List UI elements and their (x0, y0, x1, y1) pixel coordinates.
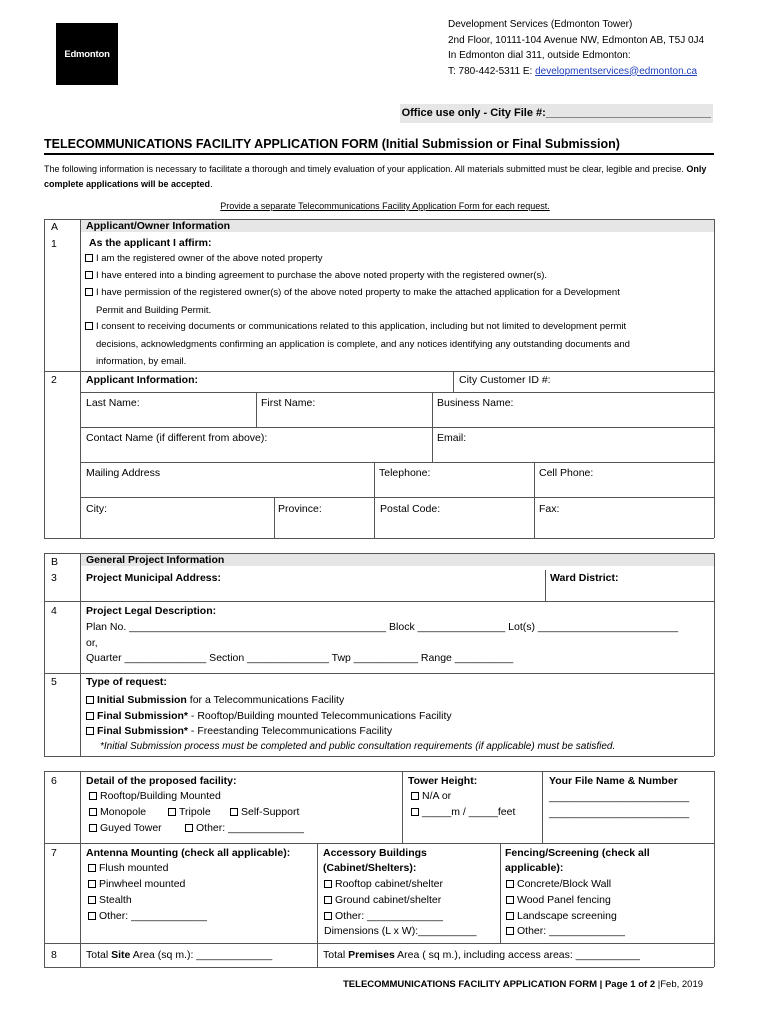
contact-line: In Edmonton dial 311, outside Edmonton: (448, 50, 631, 61)
checkbox-icon[interactable] (88, 896, 96, 904)
checkbox-icon[interactable] (506, 912, 514, 920)
phone-text: T: 780-442-5311 E: (448, 65, 536, 77)
row-number: 4 (51, 605, 57, 617)
table-rule (542, 771, 543, 843)
checkbox-icon[interactable] (324, 912, 332, 920)
row-number: 6 (51, 775, 57, 787)
city-field[interactable]: City: (86, 503, 107, 515)
option-text: Flush mounted (99, 862, 169, 874)
title-divider (44, 153, 714, 155)
postal-code-field[interactable]: Postal Code: (380, 503, 441, 515)
applicant-info-label: Applicant Information: (86, 374, 198, 386)
option-text: Other: _____________ (196, 822, 305, 834)
table-rule (80, 497, 714, 498)
table-rule (44, 538, 714, 539)
legal-description-label: Project Legal Description: (86, 605, 217, 617)
footer-date: |Feb, 2019 (655, 979, 704, 990)
checkbox-icon[interactable] (86, 712, 94, 720)
antenna-mounting-label: Antenna Mounting (check all applicable): (86, 847, 291, 859)
option-text: Ground cabinet/shelter (335, 894, 442, 906)
checkbox-icon[interactable] (86, 696, 94, 704)
or-text: or, (86, 637, 98, 649)
table-rule (80, 427, 714, 428)
table-rule (80, 771, 81, 967)
affirm-option[interactable] (85, 321, 626, 332)
row-number: 8 (51, 949, 57, 961)
field-text: Area ( sq m.), including access areas: ___________ (394, 949, 640, 961)
request-option[interactable] (86, 710, 452, 722)
form-title: TELECOMMUNICATIONS FACILITY APPLICATION FORM (Initial Submission or Final Submission) (44, 137, 620, 151)
checkbox-icon[interactable] (88, 864, 96, 872)
facility-option[interactable] (89, 822, 162, 834)
option-text: Rooftop/Building Mounted (100, 790, 221, 802)
quarter-section-line[interactable]: Quarter ______________ Section ______________ Twp ___________ Range __________ (86, 652, 514, 664)
type-of-request-label: Type of request: (86, 676, 167, 688)
facility-detail-label: Detail of the proposed facility: (86, 775, 237, 787)
section-b-title: General Project Information (81, 554, 714, 566)
checkbox-icon[interactable] (89, 808, 97, 816)
table-rule (714, 771, 715, 967)
option-text: Wood Panel fencing (517, 894, 611, 906)
file-name-label: Your File Name & Number (549, 775, 678, 787)
row-number: 3 (51, 572, 57, 584)
row-number: 2 (51, 374, 57, 386)
contact-block (448, 17, 704, 79)
checkbox-icon[interactable] (88, 880, 96, 888)
table-rule (80, 462, 714, 463)
table-rule (432, 392, 433, 462)
accessory-option[interactable] (324, 910, 443, 922)
checkbox-icon[interactable] (506, 880, 514, 888)
checkbox-icon[interactable] (85, 288, 93, 296)
option-text: N/A or (422, 790, 452, 802)
municipal-address-field[interactable]: Project Municipal Address: (86, 572, 221, 584)
checkbox-icon[interactable] (85, 322, 93, 330)
intro-bold: Only complete applications will be accepted (44, 164, 707, 189)
checkbox-icon[interactable] (324, 880, 332, 888)
antenna-option[interactable] (88, 862, 168, 874)
accessory-buildings-label: Accessory Buildings (323, 847, 427, 859)
option-text: Pinwheel mounted (99, 878, 186, 890)
option-text: Other: _____________ (517, 925, 626, 937)
table-rule (274, 497, 275, 538)
logo-text: Edmonton (64, 48, 110, 60)
affirm-label-cont: information, by email. (96, 356, 187, 367)
affirm-option[interactable] (85, 287, 620, 298)
row-number: 1 (51, 238, 57, 250)
contact-name-field[interactable]: Contact Name (if different from above): (86, 432, 268, 444)
site-area-field[interactable] (86, 949, 272, 961)
facility-option[interactable] (89, 806, 146, 818)
checkbox-icon[interactable] (88, 912, 96, 920)
fencing-option[interactable] (506, 910, 617, 922)
table-rule (44, 553, 45, 756)
province-field[interactable]: Province: (278, 503, 322, 515)
table-rule (545, 570, 546, 601)
accessory-option[interactable] (324, 894, 441, 906)
table-rule (714, 219, 715, 538)
dimensions-field[interactable]: Dimensions (L x W):__________ (324, 925, 477, 937)
affirm-label-cont: Permit and Building Permit. (96, 305, 212, 316)
table-rule (44, 943, 714, 944)
contact-line: 2nd Floor, 10111-104 Avenue NW, Edmonton AB, T5J 0J4 (448, 34, 705, 46)
mailing-address-field[interactable]: Mailing Address (86, 467, 161, 479)
option-text: Monopole (100, 806, 147, 818)
office-use-box: Office use only - City File #:___________________________ (400, 104, 713, 123)
premises-area-field[interactable] (323, 949, 640, 961)
section-b-letter: B (51, 556, 59, 568)
edmonton-logo (56, 23, 118, 85)
table-rule (534, 462, 535, 538)
checkbox-icon[interactable] (411, 808, 419, 816)
antenna-option[interactable] (88, 910, 207, 922)
option-text: Other: _____________ (99, 910, 208, 922)
table-rule (44, 601, 714, 602)
checkbox-icon[interactable] (89, 792, 97, 800)
table-rule (317, 843, 318, 967)
intro-text: The following information is necessary to facilitate a thorough and timely evaluation of your application. All materials submitted must be clear, legible and precise. Only complete applications will be accepted. (44, 164, 707, 189)
facility-option[interactable] (168, 806, 211, 818)
tower-height-option[interactable] (411, 806, 515, 818)
table-rule (374, 462, 375, 538)
table-rule (44, 371, 714, 372)
checkbox-icon[interactable] (411, 792, 419, 800)
checkbox-icon[interactable] (506, 896, 514, 904)
option-text: Other: _____________ (335, 910, 444, 922)
last-name-field[interactable]: Last Name: (86, 397, 140, 409)
cell-phone-field[interactable]: Cell Phone: (539, 467, 594, 479)
table-rule (44, 843, 714, 844)
affirm-label: I have permission of the registered owner(s) of the above noted property to make the attached application for a Development (96, 287, 620, 298)
file-name-line[interactable]: ________________________ (549, 791, 690, 803)
option-text: Concrete/Block Wall (517, 878, 612, 890)
tower-height-option[interactable] (411, 790, 451, 802)
file-name-line[interactable]: ________________________ (549, 807, 690, 819)
checkbox-icon[interactable] (85, 271, 93, 279)
option-text: - Rooftop/Building mounted Telecommunications Facility (188, 710, 452, 722)
email-link[interactable]: developmentservices@edmonton.ca (535, 65, 698, 77)
plan-block-lot-line[interactable]: Plan No. ____________________________________________ Block _______________ Lot(s) ________________________ (86, 621, 679, 633)
fencing-option[interactable] (506, 878, 611, 890)
fencing-option[interactable] (506, 894, 611, 906)
field-text: Total (86, 949, 112, 961)
table-rule (44, 756, 714, 757)
checkbox-icon[interactable] (506, 927, 514, 935)
field-bold: Premises (348, 949, 395, 961)
option-text: Guyed Tower (100, 822, 162, 834)
option-bold: Final Submission* (97, 725, 189, 737)
antenna-option[interactable] (88, 894, 132, 906)
business-name-field[interactable]: Business Name: (437, 397, 514, 409)
affirm-label-cont: decisions, acknowledgments confirming an application is complete, and any notices identifying any outstanding documents and (96, 339, 630, 350)
option-text: Stealth (99, 894, 132, 906)
row-number: 7 (51, 847, 57, 859)
request-option[interactable] (86, 725, 392, 737)
section-a-title: Applicant/Owner Information (81, 220, 714, 232)
facility-option[interactable] (185, 822, 304, 834)
fencing-option[interactable] (506, 925, 625, 937)
option-text: Landscape screening (517, 910, 617, 922)
table-rule (44, 967, 714, 968)
table-rule (453, 371, 454, 392)
fencing-label: Fencing/Screening (check all (505, 847, 650, 859)
footer-bold: TELECOMMUNICATIONS FACILITY APPLICATION FORM | Page 1 of 2 (343, 979, 656, 990)
affirm-label: I am the registered owner of the above noted property (96, 253, 323, 264)
fencing-label: applicable): (505, 862, 564, 874)
affirm-heading: As the applicant I affirm: (89, 237, 212, 249)
option-text: for a Telecommunications Facility (186, 694, 345, 706)
affirm-option[interactable] (85, 253, 323, 264)
option-text: Tripole (179, 806, 211, 818)
city-customer-id-field[interactable]: City Customer ID #: (459, 374, 551, 386)
table-rule (44, 219, 45, 538)
table-rule (402, 771, 403, 843)
table-rule (44, 771, 714, 772)
intro-body: The following information is necessary to facilitate a thorough and timely evaluation of your application. All materials submitted must be clear, legible and precise. (44, 164, 687, 174)
field-text: Total (323, 949, 349, 961)
option-text: Self-Support (241, 806, 300, 818)
table-rule (80, 392, 714, 393)
tower-height-label: Tower Height: (408, 775, 478, 787)
table-rule (80, 553, 81, 756)
contact-line: Development Services (Edmonton Tower) (448, 19, 633, 30)
facility-option[interactable] (89, 790, 221, 802)
table-rule (44, 673, 714, 674)
option-text: _____m / _____feet (422, 806, 516, 818)
accessory-buildings-label: (Cabinet/Shelters): (323, 862, 417, 874)
table-rule (714, 553, 715, 756)
accessory-option[interactable] (324, 878, 443, 890)
option-text: - Freestanding Telecommunications Facility (188, 725, 393, 737)
option-bold: Initial Submission (97, 694, 187, 706)
ward-district-field[interactable]: Ward District: (550, 572, 619, 584)
field-bold: Site (111, 949, 131, 961)
checkbox-icon[interactable] (168, 808, 176, 816)
provide-note: Provide a separate Telecommunications Facility Application Form for each request. (220, 201, 550, 211)
table-rule (44, 771, 45, 967)
table-rule (500, 843, 501, 943)
fax-field[interactable]: Fax: (539, 503, 560, 515)
request-option[interactable] (86, 694, 344, 706)
telephone-field[interactable]: Telephone: (379, 467, 431, 479)
affirm-option[interactable] (85, 270, 547, 281)
page-footer (343, 979, 703, 990)
checkbox-icon[interactable] (230, 808, 238, 816)
field-text: Area (sq m.): _____________ (130, 949, 273, 961)
section-a-letter: A (51, 221, 59, 233)
checkbox-icon[interactable] (85, 254, 93, 262)
contact-line (448, 64, 704, 80)
facility-option[interactable] (230, 806, 299, 818)
affirm-label: I consent to receiving documents or communications related to this application, including but not limited to development permit (96, 321, 627, 332)
first-name-field[interactable]: First Name: (261, 397, 316, 409)
email-field[interactable]: Email: (437, 432, 467, 444)
table-rule (256, 392, 257, 427)
affirm-label: I have entered into a binding agreement to purchase the above noted property with the registered owner(s). (96, 270, 547, 281)
request-note: *Initial Submission process must be completed and public consultation requirements (if applicable) must be satisfied. (100, 741, 616, 752)
checkbox-icon[interactable] (185, 824, 193, 832)
antenna-option[interactable] (88, 878, 185, 890)
row-number: 5 (51, 676, 57, 688)
checkbox-icon[interactable] (89, 824, 97, 832)
checkbox-icon[interactable] (86, 727, 94, 735)
option-text: Rooftop cabinet/shelter (335, 878, 443, 890)
checkbox-icon[interactable] (324, 896, 332, 904)
table-rule (80, 219, 81, 538)
option-bold: Final Submission* (97, 710, 189, 722)
